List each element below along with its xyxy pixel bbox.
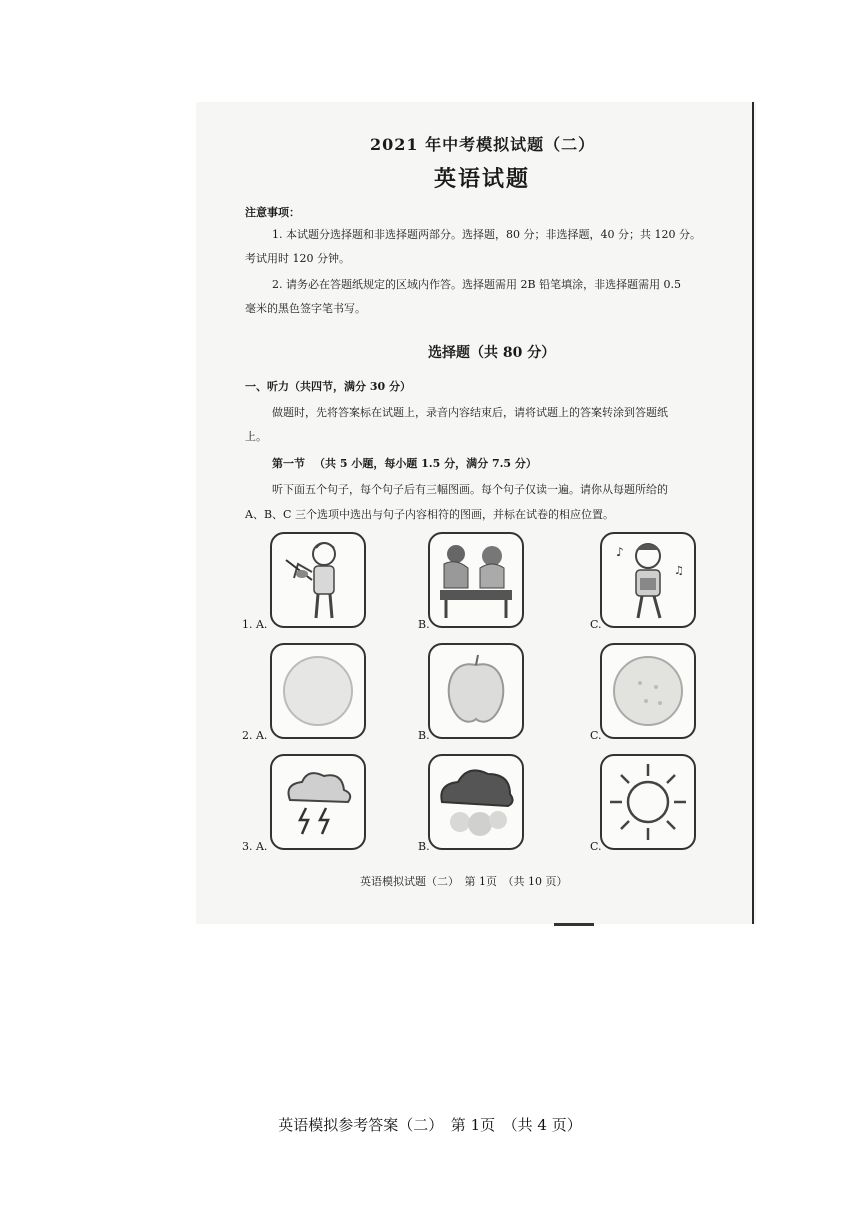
document-page-footer: 英语模拟参考答案（二） 第 1页 （共 4 页） — [278, 1116, 582, 1134]
piano-players-icon — [428, 532, 524, 628]
subsection-detail: （共 5 小题，每小题 1.5 分，满分 7.5 分） — [314, 457, 537, 470]
question-3-option-a: 3. A. — [242, 840, 268, 853]
note-1-line-2: 考试用时 120 分钟。 — [245, 252, 350, 265]
page-mark-line — [554, 923, 594, 926]
svg-text:♫: ♫ — [674, 564, 684, 577]
question-2-option-c: C. — [590, 729, 602, 742]
question-1-option-a: 1. A. — [242, 618, 268, 631]
question-1-option-c: C. — [590, 618, 602, 631]
note-1-line-1: 1. 本试题分选择题和非选择题两部分。选择题，80 分；非选择题，40 分；共 120 分。 — [272, 228, 701, 241]
exam-title: 2021 年中考模拟试题（二） — [370, 135, 596, 154]
sun-icon — [600, 754, 696, 850]
scan-edge-line — [752, 102, 754, 924]
scanned-page-footer: 英语模拟试题（二） 第 1页 （共 10 页） — [360, 875, 568, 888]
question-2-option-a: 2. A. — [242, 729, 268, 742]
note-2-line-1: 2. 请务必在答题纸规定的区域内作答。选择题需用 2B 铅笔填涂，非选择题需用 0.5 — [272, 278, 682, 291]
part-1-instruction-line-2: 上。 — [245, 430, 267, 443]
snow-cloud-icon — [428, 754, 524, 850]
question-3-option-b: B. — [418, 840, 430, 853]
subsection-label: 第一节 — [272, 457, 305, 470]
thunderstorm-icon — [270, 754, 366, 850]
notes-heading: 注意事项： — [245, 206, 300, 219]
part-1-instruction-line-1: 做题时，先将答案标在试题上，录音内容结束后，请将试题上的答案转涂到答题纸 — [272, 406, 668, 419]
singing-boy-icon — [600, 532, 696, 628]
question-3-option-c: C. — [590, 840, 602, 853]
note-2-line-2: 毫米的黑色签字笔书写。 — [245, 302, 366, 315]
question-1-option-b: B. — [418, 618, 430, 631]
orange-icon — [600, 643, 696, 739]
round-fruit-icon — [270, 643, 366, 739]
apple-icon — [428, 643, 524, 739]
violin-boy-icon — [270, 532, 366, 628]
subsection-instruction-line-2: A、B、C 三个选项中选出与句子内容相符的图画，并标在试卷的相应位置。 — [245, 508, 614, 521]
question-2-option-b: B. — [418, 729, 430, 742]
section-heading: 选择题（共 80 分） — [428, 345, 556, 361]
svg-text:♪: ♪ — [616, 545, 624, 559]
part-1-heading: 一、听力（共四节，满分 30 分） — [245, 380, 411, 393]
exam-subject: 英语试题 — [434, 166, 531, 192]
subsection-instruction-line-1: 听下面五个句子，每个句子后有三幅图画。每个句子仅读一遍。请你从每题所给的 — [272, 483, 668, 496]
